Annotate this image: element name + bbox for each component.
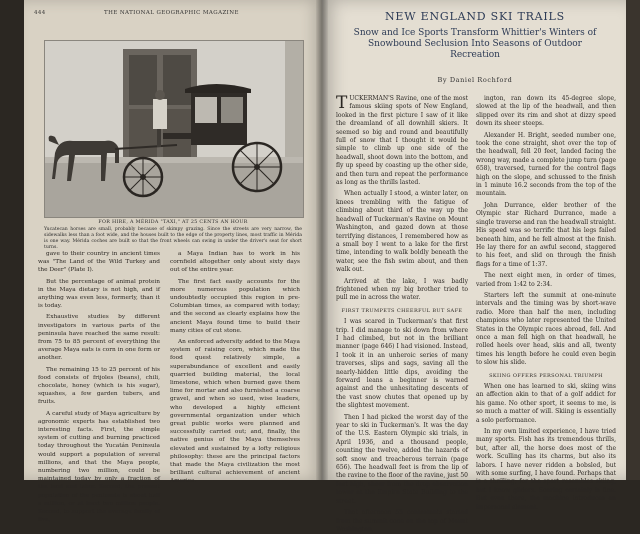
article-subtitle: Snow and Ice Sports Transform Whittier's Winters of Snowbound Seclusion Into Seasons of Outdoor Recreation bbox=[353, 28, 597, 60]
caption-title: FOR HIRE, A MÉRIDA "TAXI," AT 25 CENTS AN HOUR bbox=[98, 220, 248, 225]
section-subhead: SKIING OFFERS PERSONAL TRIUMPH bbox=[489, 372, 603, 379]
paragraph: Then I had picked the worst day of the year to ski in Tuckerman's. It was the day of the U.S. Eastern Olympic ski trials, in April 1936, and a thousand people, counting the twelve, added the hazards of soft snow and treacherous terrain (page 656). The headwall feet is from the lip of the ravine to the floor of the ravine, just 50 feet high, sheer from the drop observation tower at the Empire State Building to the street. bbox=[336, 413, 468, 505]
paragraph: gave to their country in ancient times was "The Land of the Wild Turkey and the Deer" (Plate I). bbox=[38, 251, 160, 274]
photo-caption bbox=[44, 220, 302, 251]
paragraph: But the percentage of animal protein in the Maya dietary is not high, and if anything was even less, formerly, than it is today. bbox=[38, 278, 160, 310]
paragraph: That afternoon 55 contestants started from the summit cone on the top of Mount Washington, bbox=[336, 509, 468, 533]
photograph-merida-taxi bbox=[44, 40, 304, 218]
article-byline: By Daniel Rochford bbox=[437, 76, 513, 84]
paragraph: The remaining 15 to 25 percent of his food consists of frijoles (beans), chili, chocolate, honey (which is his sugar), squashes, a few garden tubers, and fruits. bbox=[38, 366, 160, 406]
left-column-2 bbox=[170, 250, 300, 485]
paragraph: John Durrance, elder brother of the Olympic star Richard Durrance, made a single traverse and ran the headwall straight. His speed was so terrific that his legs failed beneath him, and he fell almost at the finish. He lay there for an awful second, staggered to his feet, and slid on through the finish flags for a time of 1:37. bbox=[476, 201, 616, 268]
paragraph: An enforced adversity added to the Maya system of raising corn, which made the food quest relatively simple, a superabundance of excellent and easily quarried building material, the local limestone, which when burned gave them lime for mortar and also furnished a coarse gravel, and when so used, wise leaders, who developed a highly efficient governmental organization under which great public works were planned and successfully carried out; and, finally, the native genius of the Maya themselves elevated and sustained by a lofty religious philosophy: these are the principal factors that made the Maya civilization the most brilliant cultural achievement of ancient America. bbox=[170, 339, 300, 485]
right-column-1 bbox=[336, 93, 468, 533]
article-title: NEW ENGLAND SKI TRAILS bbox=[384, 10, 566, 23]
paragraph: ington, ran down its 45-degree slope, slowed at the lip of the headwall, and then slipped over its rim and shot at dizzy speed down its sheer steeps. bbox=[476, 95, 616, 128]
drop-cap: T bbox=[336, 93, 348, 113]
paragraph: When actually I stood, a winter later, on knees trembling with the fatigue of climbing about third of the way up the headwall of Tuckerman's Ravine on Mount Washington, and gazed down at those terrifying distances, I remembered how as a small boy I went to a lake for the first time, intending to walk boldly beneath the water, see the fish swim about, and then walk out. bbox=[336, 190, 468, 274]
paragraph: I was scared in Tuckerman's that first trip. I did manage to ski down from where I had climbed, but not in the brilliant manner (page 646) I had visioned. Instead, I took it in an unheroic series of many traverses, slips and sags, saving all the nearly-hidden little dips, avoiding the forward leans a beginner is warned against and the unhesitating descents of the vast snow chutes that opened up by the slightest movement. bbox=[336, 318, 468, 410]
paragraph: A careful study of Maya agriculture by agronomic experts has established two interesting facts. First, the simple system of cutting and burning practiced today throughout the Yucatán Peninsula would support a population of several millions, and that the Maya people, numbering two million, could be maintained today by only a fraction of the land and labor. Second, the present population of the peninsula is about half a million, or at least two million people. Second, to support the average family of five, bbox=[38, 410, 160, 524]
paragraph: In my own limited experience, I have tried many sports. Fish has its tremendous thrills, but, after all, the horse does most of the work. Sculling has its charms, but also its labors. I have never ridden a bobsled, but with some surfing, I have found. Perhaps that is a thrilling; for the sport resembles skiing, but I know gliders. Soaring certainly is fine. But even there, the machine introduces an impersonal element. bbox=[476, 428, 616, 511]
paragraph: a Maya Indian has to work in his cornfield altogether only about sixty days out of the entire year. bbox=[170, 251, 300, 274]
paragraph: Arrived at the lake, I was badly frightened when my big brother tried to pull me in across the water. bbox=[336, 277, 468, 302]
paragraph: Alexander H. Bright, seeded number one, took the cone straight, shot over the top of the headwall, fell 20 feet, landed facing the wrong way, made a complete jump turn (page 658), traversed, turned for the control flags high on the slope, and schussed to the finish in 1 minute 16.2 seconds from the top of the mountain. bbox=[476, 131, 616, 198]
paragraph: The first fact easily accounts for the more numerous population which undoubtedly occupied this region in pre-Columbian times, as compared with today; and the second as clearly explains how the ancient Maya found time to build their many cities of cut stone. bbox=[170, 278, 300, 334]
left-column-1 bbox=[38, 250, 160, 524]
opening-paragraph bbox=[336, 95, 468, 187]
caption-body: Yucatecan horses are small, probably because of skimpy grazing. Since the streets are very narrow, the sidewalks less than a foot wide, and the houses built to the edge of the property lines, most traffic in Mérida is one way. Mérida coches are built so that the front wheels can swing in under the driver's seat for short turns. bbox=[44, 227, 302, 250]
page-number: 444 bbox=[34, 10, 46, 16]
opening-text: UCKERMAN'S Ravine, one of the most famous skiing spots of New England, looked in the first picture I saw of it like the dreamland of all downhill skiers. It seemed so big and round and beautifully full of snow that I thought it would be simple to climb up one side of the headwall, shoot down into the bottom, and fly up speed by coasting up the other side, and then turn and repeat the performance as long as the thrills lasted. bbox=[336, 95, 468, 187]
paragraph: Starters left the summit at one-minute intervals and the timing was by short-wave radio. More than half the men, including champions who later represented the United States in the Olympic races abroad, fell. And once a man fell high on that headwall, he rolled heels over head, skis and all, twenty times his length before he could even begin to slow his slide. bbox=[476, 291, 616, 367]
page-edge bbox=[626, 0, 640, 480]
paragraph: The next eight men, in order of times, varied from 1:42 to 2:34. bbox=[476, 272, 616, 288]
right-column-2 bbox=[476, 95, 616, 511]
photo-illustration bbox=[45, 41, 303, 217]
magazine-title: THE NATIONAL GEOGRAPHIC MAGAZINE bbox=[104, 10, 239, 16]
section-subhead: FIRST TRUMPETS CHEERFUL BUT SAFE bbox=[341, 307, 463, 314]
paragraph: Exhaustive studies by different investigators in various parts of the peninsula have reached the same result: from 75 to 85 percent of everything the average Maya eats is corn in one form or another. bbox=[38, 314, 160, 362]
page-gutter bbox=[316, 0, 328, 480]
paragraph: When one has learned to ski, skiing wins an affection akin to that of a golf addict for his game. No other sport, it seems to me, is so much a matter of will. Skiing is essentially a solo performance. bbox=[476, 383, 616, 424]
